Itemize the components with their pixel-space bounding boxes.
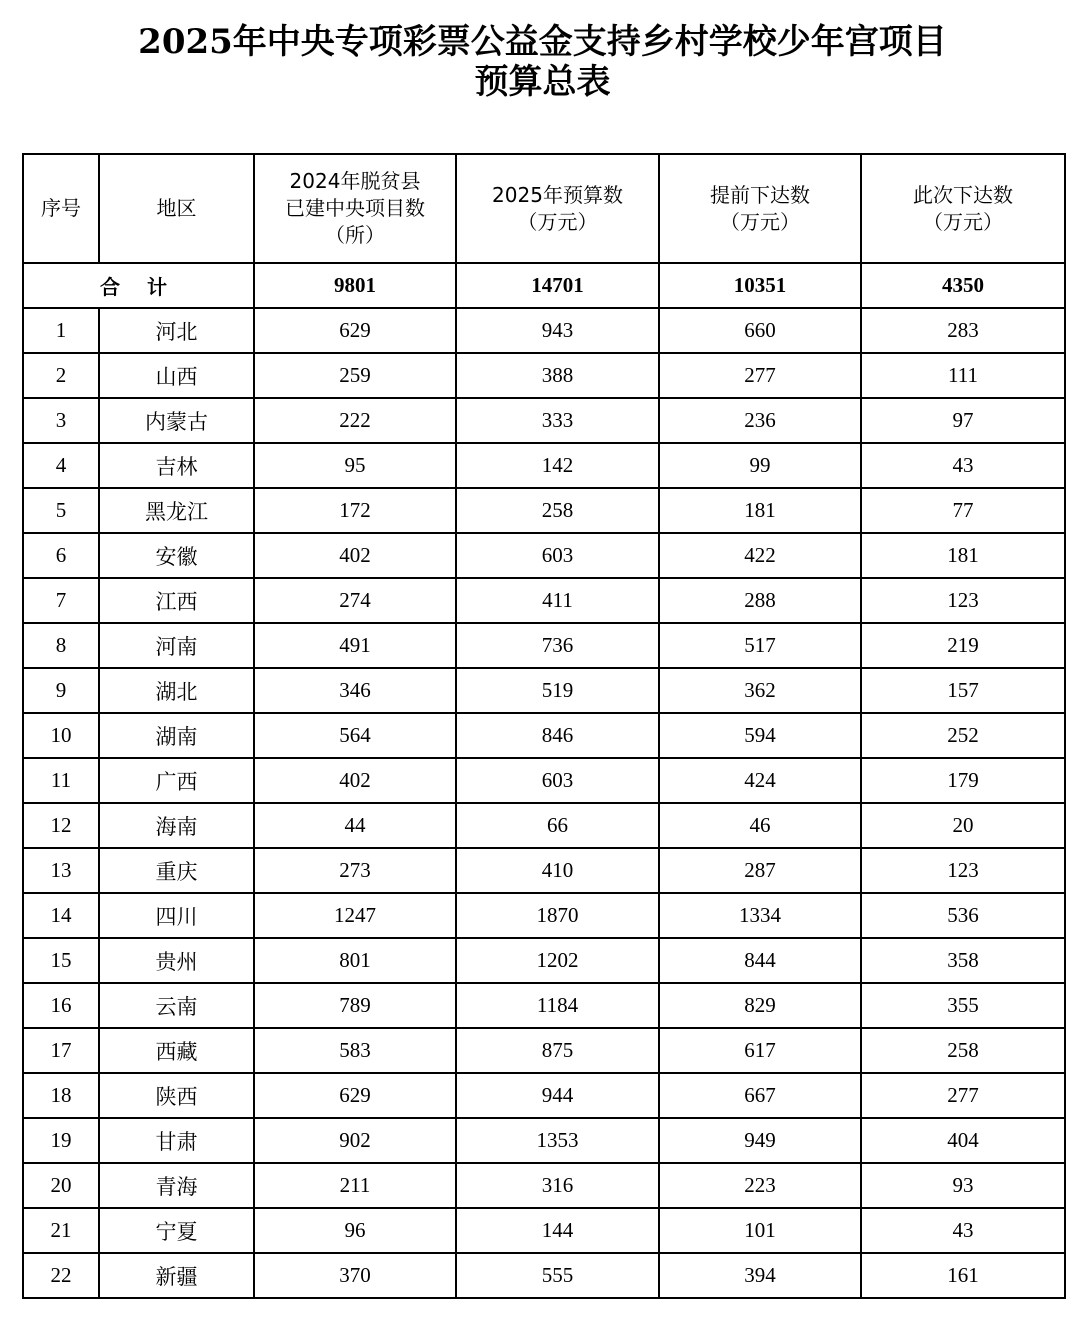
table-row [23, 398, 1065, 443]
cell-projects: 629 [254, 308, 456, 353]
cell-region: 河北 [99, 308, 254, 353]
cell-projects: 273 [254, 848, 456, 893]
cell-region: 内蒙古 [99, 398, 254, 443]
header-budget-line-2: （万元） [517, 209, 598, 234]
cell-current: 111 [861, 353, 1065, 398]
cell-advance: 949 [659, 1118, 861, 1163]
total-current: 4350 [861, 263, 1065, 308]
table-row [23, 443, 1065, 488]
cell-current: 123 [861, 848, 1065, 893]
cell-advance: 362 [659, 668, 861, 713]
cell-advance: 394 [659, 1253, 861, 1298]
table-row [23, 1118, 1065, 1163]
cell-region: 江西 [99, 578, 254, 623]
table-row [23, 938, 1065, 983]
cell-current: 404 [861, 1118, 1065, 1163]
cell-budget: 603 [456, 758, 659, 803]
cell-projects: 564 [254, 713, 456, 758]
table-body [23, 263, 1065, 1298]
header-seq: 序号 [23, 154, 99, 263]
cell-current: 355 [861, 983, 1065, 1028]
cell-projects: 44 [254, 803, 456, 848]
cell-seq: 11 [23, 758, 99, 803]
cell-advance: 517 [659, 623, 861, 668]
header-advance-line-2: （万元） [720, 209, 800, 234]
cell-projects: 222 [254, 398, 456, 443]
table-row [23, 668, 1065, 713]
cell-region: 贵州 [99, 938, 254, 983]
cell-region: 广西 [99, 758, 254, 803]
cell-current: 157 [861, 668, 1065, 713]
cell-seq: 10 [23, 713, 99, 758]
cell-seq: 6 [23, 533, 99, 578]
total-label: 合 计 [23, 263, 254, 308]
cell-projects: 402 [254, 758, 456, 803]
cell-advance: 844 [659, 938, 861, 983]
cell-projects: 259 [254, 353, 456, 398]
cell-seq: 20 [23, 1163, 99, 1208]
table-row [23, 893, 1065, 938]
cell-seq: 22 [23, 1253, 99, 1298]
cell-region: 黑龙江 [99, 488, 254, 533]
cell-seq: 1 [23, 308, 99, 353]
table-row [23, 1163, 1065, 1208]
cell-current: 43 [861, 443, 1065, 488]
cell-advance: 101 [659, 1208, 861, 1253]
cell-advance: 223 [659, 1163, 861, 1208]
table-row [23, 983, 1065, 1028]
cell-projects: 902 [254, 1118, 456, 1163]
cell-region: 四川 [99, 893, 254, 938]
cell-current: 283 [861, 308, 1065, 353]
cell-seq: 13 [23, 848, 99, 893]
cell-budget: 1870 [456, 893, 659, 938]
cell-budget: 411 [456, 578, 659, 623]
cell-projects: 491 [254, 623, 456, 668]
table-row [23, 803, 1065, 848]
cell-budget: 144 [456, 1208, 659, 1253]
cell-advance: 236 [659, 398, 861, 443]
cell-current: 179 [861, 758, 1065, 803]
header-current [861, 154, 1065, 263]
table-row [23, 353, 1065, 398]
cell-budget: 519 [456, 668, 659, 713]
table-row [23, 758, 1065, 803]
cell-budget: 333 [456, 398, 659, 443]
cell-current: 219 [861, 623, 1065, 668]
cell-budget: 1184 [456, 983, 659, 1028]
header-projects [254, 154, 456, 263]
cell-region: 青海 [99, 1163, 254, 1208]
cell-budget: 603 [456, 533, 659, 578]
document-title [0, 22, 1080, 102]
cell-region: 海南 [99, 803, 254, 848]
cell-current: 536 [861, 893, 1065, 938]
cell-advance: 277 [659, 353, 861, 398]
cell-budget: 943 [456, 308, 659, 353]
total-advance: 10351 [659, 263, 861, 308]
cell-budget: 388 [456, 353, 659, 398]
table-row [23, 848, 1065, 893]
cell-region: 甘肃 [99, 1118, 254, 1163]
cell-current: 93 [861, 1163, 1065, 1208]
total-projects: 9801 [254, 263, 456, 308]
cell-budget: 258 [456, 488, 659, 533]
cell-projects: 583 [254, 1028, 456, 1073]
cell-projects: 789 [254, 983, 456, 1028]
cell-region: 陕西 [99, 1073, 254, 1118]
cell-advance: 617 [659, 1028, 861, 1073]
cell-budget: 1202 [456, 938, 659, 983]
cell-region: 湖南 [99, 713, 254, 758]
cell-seq: 16 [23, 983, 99, 1028]
cell-current: 161 [861, 1253, 1065, 1298]
cell-region: 云南 [99, 983, 254, 1028]
cell-budget: 736 [456, 623, 659, 668]
cell-region: 重庆 [99, 848, 254, 893]
cell-budget: 555 [456, 1253, 659, 1298]
cell-advance: 1334 [659, 893, 861, 938]
cell-budget: 875 [456, 1028, 659, 1073]
cell-current: 258 [861, 1028, 1065, 1073]
budget-table [22, 153, 1066, 1299]
cell-projects: 274 [254, 578, 456, 623]
cell-current: 277 [861, 1073, 1065, 1118]
cell-current: 20 [861, 803, 1065, 848]
table-row [23, 533, 1065, 578]
cell-current: 123 [861, 578, 1065, 623]
cell-advance: 594 [659, 713, 861, 758]
cell-region: 河南 [99, 623, 254, 668]
cell-current: 43 [861, 1208, 1065, 1253]
cell-current: 181 [861, 533, 1065, 578]
cell-budget: 410 [456, 848, 659, 893]
total-budget: 14701 [456, 263, 659, 308]
cell-seq: 17 [23, 1028, 99, 1073]
cell-advance: 181 [659, 488, 861, 533]
cell-budget: 66 [456, 803, 659, 848]
cell-region: 吉林 [99, 443, 254, 488]
cell-region: 新疆 [99, 1253, 254, 1298]
header-budget-line-1: 2025年预算数 [492, 182, 623, 207]
cell-projects: 629 [254, 1073, 456, 1118]
cell-advance: 99 [659, 443, 861, 488]
cell-budget: 846 [456, 713, 659, 758]
header-advance-line-1: 提前下达数 [710, 182, 810, 207]
header-budget [456, 154, 659, 263]
header-current-line-2: （万元） [923, 209, 1003, 234]
cell-seq: 19 [23, 1118, 99, 1163]
cell-current: 77 [861, 488, 1065, 533]
cell-region: 湖北 [99, 668, 254, 713]
cell-advance: 288 [659, 578, 861, 623]
cell-advance: 422 [659, 533, 861, 578]
cell-seq: 15 [23, 938, 99, 983]
cell-seq: 21 [23, 1208, 99, 1253]
cell-seq: 18 [23, 1073, 99, 1118]
total-row [23, 263, 1065, 308]
header-region: 地区 [99, 154, 254, 263]
table-row [23, 1208, 1065, 1253]
table-row [23, 1073, 1065, 1118]
table-row [23, 578, 1065, 623]
table-row [23, 623, 1065, 668]
cell-projects: 402 [254, 533, 456, 578]
header-advance [659, 154, 861, 263]
title-line-2: 预算总表 [474, 62, 611, 102]
cell-region: 西藏 [99, 1028, 254, 1073]
cell-seq: 8 [23, 623, 99, 668]
cell-region: 安徽 [99, 533, 254, 578]
cell-projects: 370 [254, 1253, 456, 1298]
title-line-1: 2025年中央专项彩票公益金支持乡村学校少年宫项目 [138, 22, 947, 62]
cell-projects: 346 [254, 668, 456, 713]
cell-advance: 424 [659, 758, 861, 803]
cell-advance: 46 [659, 803, 861, 848]
table-row [23, 1253, 1065, 1298]
header-current-line-1: 此次下达数 [913, 182, 1013, 207]
cell-advance: 667 [659, 1073, 861, 1118]
cell-seq: 12 [23, 803, 99, 848]
table-row [23, 1028, 1065, 1073]
table-row [23, 713, 1065, 758]
cell-budget: 316 [456, 1163, 659, 1208]
cell-current: 252 [861, 713, 1065, 758]
cell-projects: 801 [254, 938, 456, 983]
cell-seq: 9 [23, 668, 99, 713]
cell-current: 97 [861, 398, 1065, 443]
cell-region: 山西 [99, 353, 254, 398]
cell-seq: 5 [23, 488, 99, 533]
cell-budget: 944 [456, 1073, 659, 1118]
header-projects-line-2: 已建中央项目数 [285, 196, 425, 220]
header-projects-line-1: 2024年脱贫县 [289, 169, 421, 193]
cell-projects: 211 [254, 1163, 456, 1208]
cell-budget: 142 [456, 443, 659, 488]
cell-seq: 2 [23, 353, 99, 398]
cell-seq: 3 [23, 398, 99, 443]
table-row [23, 308, 1065, 353]
cell-seq: 14 [23, 893, 99, 938]
cell-projects: 95 [254, 443, 456, 488]
cell-region: 宁夏 [99, 1208, 254, 1253]
cell-advance: 660 [659, 308, 861, 353]
cell-seq: 4 [23, 443, 99, 488]
table-row [23, 488, 1065, 533]
header-projects-line-3: （所） [325, 223, 385, 247]
cell-projects: 172 [254, 488, 456, 533]
cell-projects: 96 [254, 1208, 456, 1253]
table-header-row [23, 154, 1065, 263]
cell-advance: 829 [659, 983, 861, 1028]
cell-budget: 1353 [456, 1118, 659, 1163]
cell-projects: 1247 [254, 893, 456, 938]
cell-seq: 7 [23, 578, 99, 623]
cell-current: 358 [861, 938, 1065, 983]
cell-advance: 287 [659, 848, 861, 893]
